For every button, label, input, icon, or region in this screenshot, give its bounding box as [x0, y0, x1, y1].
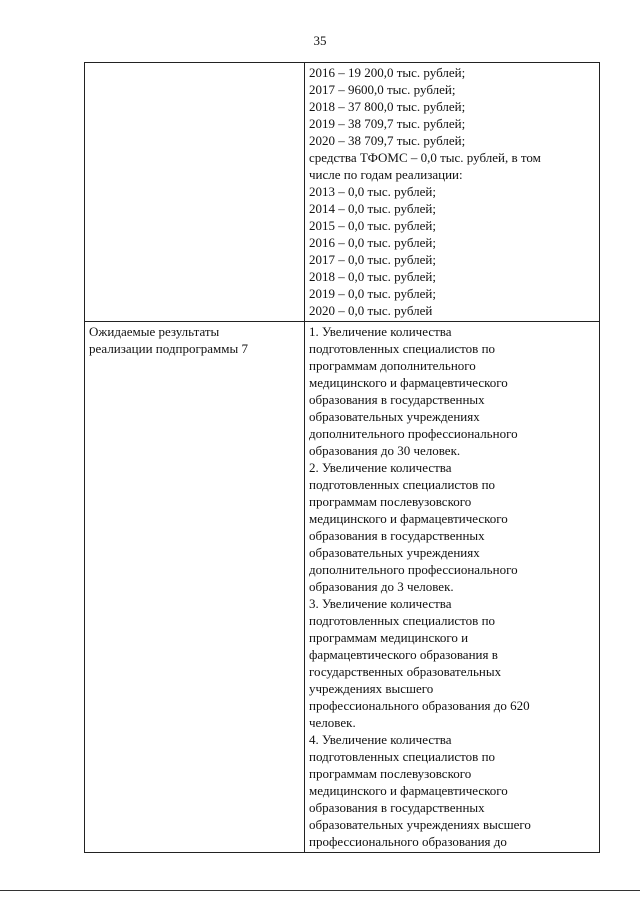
result-line: образовательных учреждениях	[309, 409, 480, 424]
result-line: медицинского и фармацевтического	[309, 375, 508, 390]
table-row-funding	[85, 63, 600, 322]
result-line: подготовленных специалистов по	[309, 341, 496, 356]
page-number: 35	[313, 33, 327, 48]
funding-label-cell	[85, 63, 305, 322]
funding-line: 2019 – 38 709,7 тыс. рублей;	[309, 116, 466, 131]
expected-results-label-cell	[85, 322, 305, 853]
funding-line: числе по годам реализации:	[309, 167, 463, 182]
result-line: образования в государственных	[309, 392, 485, 407]
result-line: человек.	[309, 715, 356, 730]
result-line: 4. Увеличение количества	[309, 732, 452, 747]
result-line: подготовленных специалистов по	[309, 749, 496, 764]
result-item-2	[309, 459, 595, 595]
result-line: подготовленных специалистов по	[309, 477, 496, 492]
funding-line: 2017 – 9600,0 тыс. рублей;	[309, 82, 456, 97]
funding-line: 2017 – 0,0 тыс. рублей;	[309, 252, 436, 267]
result-line: 2. Увеличение количества	[309, 460, 452, 475]
funding-line: 2018 – 37 800,0 тыс. рублей;	[309, 99, 466, 114]
result-item-4	[309, 731, 595, 850]
page-bottom-rule	[0, 890, 640, 891]
expected-results-label: Ожидаемые результаты	[89, 324, 220, 339]
program-table	[84, 62, 600, 853]
result-line: профессионального образования до	[309, 834, 507, 849]
result-item-3	[309, 595, 595, 731]
result-line: дополнительного профессионального	[309, 426, 518, 441]
result-line: образования до 30 человек.	[309, 443, 461, 458]
funding-line: 2020 – 0,0 тыс. рублей	[309, 303, 433, 318]
result-line: программам дополнительного	[309, 358, 476, 373]
result-line: 1. Увеличение количества	[309, 324, 452, 339]
result-item-1	[309, 323, 595, 459]
result-line: дополнительного профессионального	[309, 562, 518, 577]
result-line: образования в государственных	[309, 800, 485, 815]
funding-line: средства ТФОМС – 0,0 тыс. рублей, в том	[309, 150, 541, 165]
result-line: программам послевузовского	[309, 766, 472, 781]
funding-line: 2014 – 0,0 тыс. рублей;	[309, 201, 436, 216]
expected-results-label: реализации подпрограммы 7	[89, 341, 248, 356]
funding-line: 2020 – 38 709,7 тыс. рублей;	[309, 133, 466, 148]
funding-line: 2013 – 0,0 тыс. рублей;	[309, 184, 436, 199]
table-row-expected-results	[85, 322, 600, 853]
result-line: образования в государственных	[309, 528, 485, 543]
funding-line: 2016 – 19 200,0 тыс. рублей;	[309, 65, 466, 80]
result-line: профессионального образования до 620	[309, 698, 530, 713]
result-line: образования до 3 человек.	[309, 579, 454, 594]
result-line: государственных образовательных	[309, 664, 502, 679]
funding-line: 2015 – 0,0 тыс. рублей;	[309, 218, 436, 233]
result-line: медицинского и фармацевтического	[309, 511, 508, 526]
funding-line: 2019 – 0,0 тыс. рублей;	[309, 286, 436, 301]
result-line: 3. Увеличение количества	[309, 596, 452, 611]
funding-line: 2018 – 0,0 тыс. рублей;	[309, 269, 436, 284]
result-line: учреждениях высшего	[309, 681, 434, 696]
result-line: подготовленных специалистов по	[309, 613, 496, 628]
result-line: медицинского и фармацевтического	[309, 783, 508, 798]
result-line: образовательных учреждениях высшего	[309, 817, 531, 832]
result-line: программам послевузовского	[309, 494, 472, 509]
result-line: фармацевтического образования в	[309, 647, 498, 662]
funding-line: 2016 – 0,0 тыс. рублей;	[309, 235, 436, 250]
result-line: программам медицинского и	[309, 630, 469, 645]
funding-values-cell	[305, 63, 600, 322]
result-line: образовательных учреждениях	[309, 545, 480, 560]
expected-results-cell	[305, 322, 600, 853]
